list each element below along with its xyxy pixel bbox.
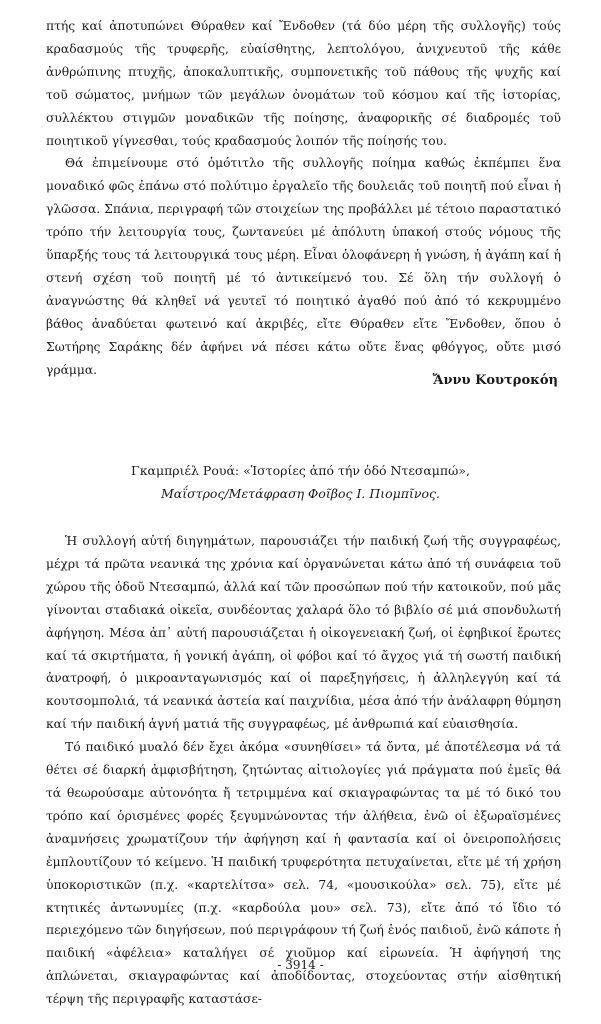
review-2-body [46, 530, 561, 1011]
review-1-signature: Ἄννυ Κουτροκόη [432, 373, 558, 388]
review-2-title: Γκαμπριέλ Ρουά: «Ἱστορίες ἀπό τήν ὁδό Ντεσαμπώ», [131, 463, 470, 478]
review-2-publisher-translator: Μαΐστρος/Μετάφραση Φοῖβος Ι. Πιομπῖνος. [160, 486, 441, 501]
review-2-paragraph-2: Τό παιδικό μυαλό δέν ἔχει ἀκόμα «συνηθίσει» τά ὄντα, μέ ἀποτέλεσμα νά τά θέτει σέ διαρκή ἀμφισβήτηση, ζητώντας αἰτιολογίες γιά πράγματα πού ἐμεῖς θά τά θεωρούσαμε αὐτονόητα ἤ τετριμμένα καί σκιαγραφώντας τα μέ τό δικό του τρόπο καί ὁρισμένες φορές ξεγυμνώνοντας τήν ἀλήθεια, ἐνῶ οἱ ἐξωραϊσμένες ἀναμνήσεις χρωματίζουν τήν ἀφήγηση καί ἡ φαντασία καί οἱ ὀνειροπολήσεις ἐμπλουτίζουν τό κείμενο. Ἡ παιδική τρυφερότητα πετυχαίνεται, εἴτε μέ τή χρήση ὑποκοριστικῶν (π.χ. «καρτελίτσα» σελ. 74, «μουσικούλα» σελ. 75), εἴτε μέ κτητικές ἀντωνυμίες (π.χ. «καρδούλα μου» σελ. 73), εἴτε ἀπό τό ἴδιο τό περιεχόμενο τῶν διηγήσεων, πού περιγράφουν τή ζωή ἑνός παιδιοῦ, ἐνῶ κάποτε ἡ παιδική «ἀφέλεια» καταλήγει σέ χιοῦμορ καί εἰρωνεία. Ἡ ἀφήγησή της ἁπλώνεται, σκιαγραφώντας καί ἀποδίδοντας, στοχεύοντας στήν αἰσθητική τέρψη τῆς περιγραφῆς καταστάσε- [46, 740, 561, 1007]
page-number: - 3914 - [277, 958, 324, 972]
review-1-paragraph-2: Θά ἐπιμείνουμε στό ὁμότιτλο τῆς συλλογῆς ποίημα καθώς ἐκπέμπει ἕνα μοναδικό φῶς ἐπάνω στό πολύτιμο ἐργαλεῖο τῆς δουλειᾶς τοῦ ποιητῆ πού εἶναι ἡ γλῶσσα. Σπάνια, περιγραφή τῶν στοιχείων της προβάλλει μέ τέτοιο παραστατικό τρόπο τήν λειτουργία τους, ζωντανεύει μέ ἀπόλυτη ὑπακοή στούς νόμους τῆς ὕπαρξής τους τά λειτουργικά τους μέρη. Εἶναι ὁλοφάνερη ἡ γνώση, ἡ ἀγάπη καί ἡ στενή σχέση τοῦ ποιητῆ μέ τό ἀντικείμενό του. Σέ ὅλη τήν συλλογή ὁ ἀναγνώστης θά κληθεῖ νά γευτεῖ τό ποιητικό ἀγαθό πού ἀπό τό κεκρυμμένο βάθος ἀναδύεται φωτεινό καί ἀκριβές, εἴτε Θύραθεν εἴτε Ἔνδοθεν, ὅπου ὁ Σωτήρης Σαράκης δέν ἀφήνει νά πέσει κάτω οὔτε ἕνας φθόγγος, οὔτε μισό γράμμα. [46, 156, 561, 377]
review-1-paragraph-1: πτής καί ἀποτυπώνει Θύραθεν καί Ἔνδοθεν (τά δύο μέρη τῆς συλλογῆς) τούς κραδασμούς τῆς τρυφερῆς, εὐαίσθητης, λεπτολόγου, ἀνιχνευτοῦ τῆς κάθε ἀνθρώπινης πτυχῆς, ἀποκαλυπτικῆς, συμπονετικῆς τοῦ πάθους τῆς ψυχῆς καί τοῦ σώματος, μνήμων τῶν μεγάλων ὀνομάτων τοῦ κόσμου καί τῆς ἱστορίας, συλλέκτου στιγμῶν μοναδικῶν τῆς ποίησης, ἀναφορικῆς σέ διαδρομές τοῦ ποιητικοῦ γίγνεσθαι, τούς κραδασμούς λοιπόν τῆς ποίησής του. [46, 19, 561, 148]
review-2-paragraph-1: Ἡ συλλογή αὐτή διηγημάτων, παρουσιάζει τήν παιδική ζωή τῆς συγγραφέως, μέχρι τά πρῶτα νεανικά της χρόνια καί ὀργανώνεται κάτω ἀπό τή συνάφεια τοῦ χώρου τῆς ὁδοῦ Ντεσαμπώ, ἀλλά καί τῶν προσώπων πού τήν κατοικοῦν, πού μᾶς γίνονται σταδιακά οἰκεῖα, συνδέοντας χαλαρά ὅλο τό βιβλίο σέ μιά σπονδυλωτή ἀφήγηση. Μέσα ἀπ᾽ αὐτή παρουσιάζεται ἡ οἰκογενειακή ζωή, οἱ ἐφηβικοί ἔρωτες καί τά σκιρτήματα, ἡ γονική ἀγάπη, οἱ φόβοι καί τό ἄγχος γιά τή σωστή παιδική ἀνατροφή, ὁ μικροανταγωνισμός καί οἱ παρεξηγήσεις, ἡ ἀλληλεγγύη καί τά κουτσομπολιά, τά νεανικά ἀστεία καί παιχνίδια, μέσα ἀπό τήν ἀνάλαφρη θύμηση καί τήν παιδική ἁγνή ματιά τῆς συγγραφέως, μέ ἀνθρωπιά καί εὐαισθησία. [46, 534, 561, 732]
review-1-body [46, 15, 561, 382]
